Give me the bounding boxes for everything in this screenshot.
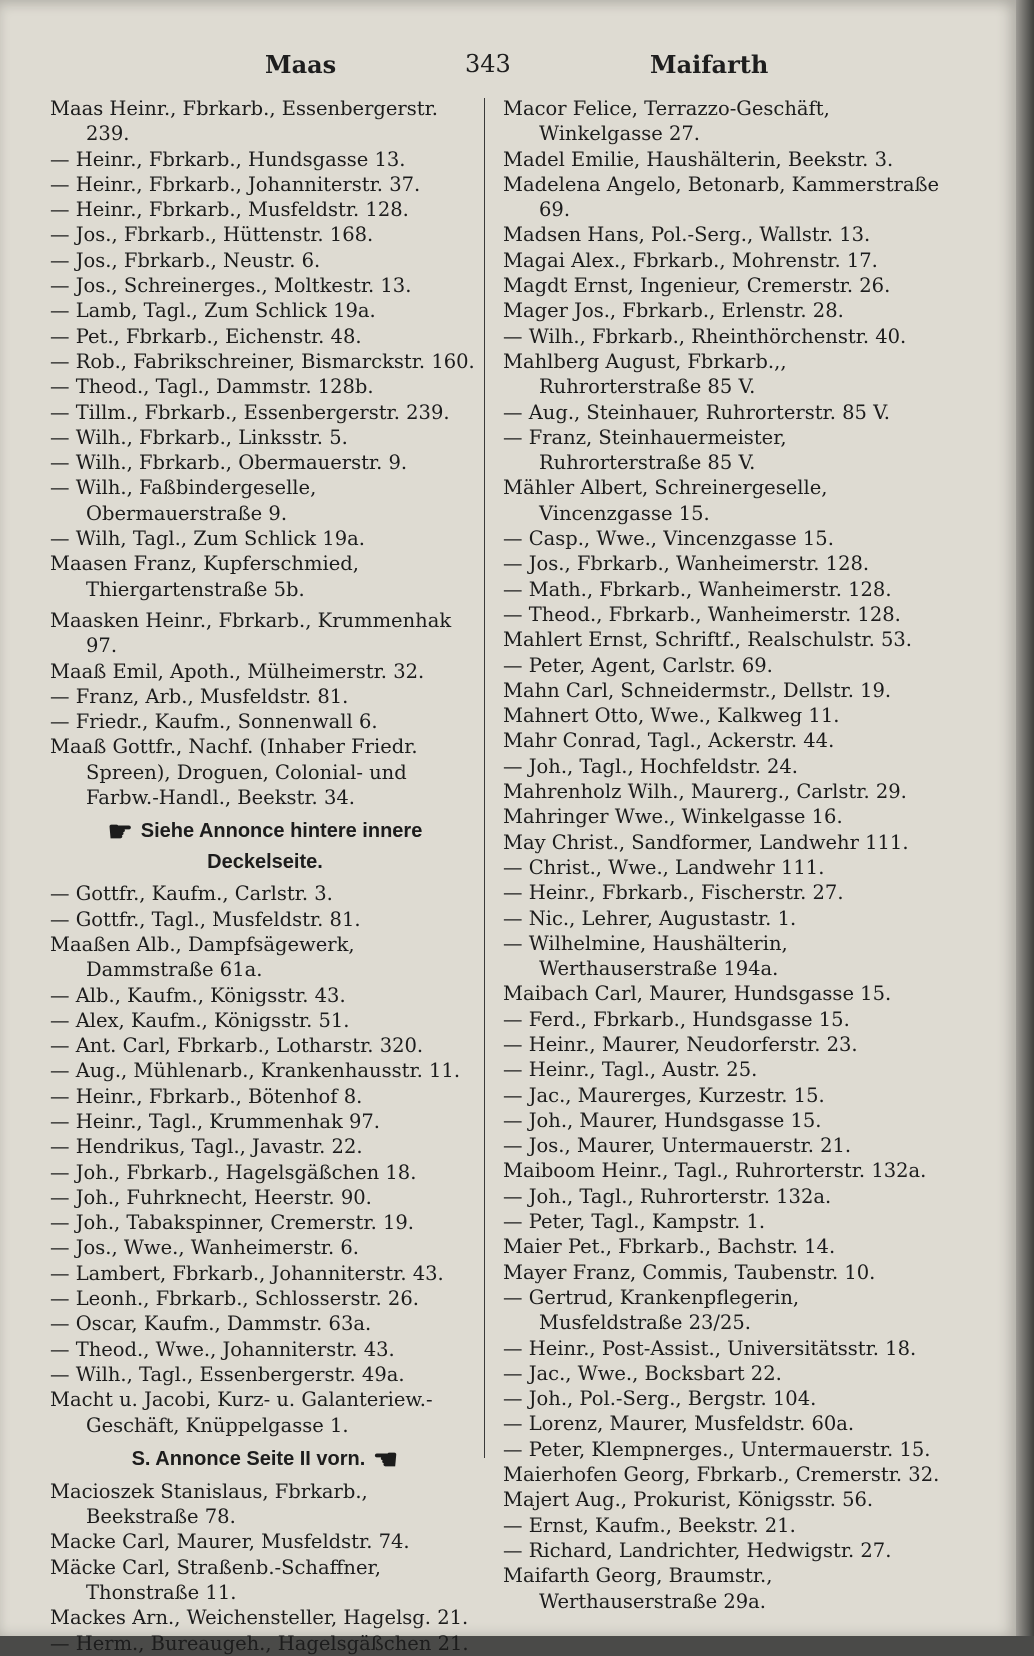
column-divider: [484, 98, 485, 1458]
directory-entry: Macioszek Stanislaus, Fbrkarb., Beekstraße 78.: [50, 1479, 368, 1529]
directory-entry: Mahlberg August, Fbrkarb.,, Ruhrorterstraße 85 V.: [503, 349, 787, 399]
directory-entry: — Peter, Agent, Carlstr. 69.: [503, 653, 773, 677]
directory-entry: — Wilh., Fbrkarb., Rheinthörchenstr. 40.: [503, 324, 907, 348]
directory-entry: Mahr Conrad, Tagl., Ackerstr. 44.: [503, 729, 835, 753]
annonce-notice-2: [50, 1444, 480, 1475]
directory-entry: — Ferd., Fbrkarb., Hundsgasse 15.: [503, 1007, 850, 1031]
directory-entry: Mahringer Wwe., Winkelgasse 16.: [503, 805, 843, 829]
directory-entry: Macor Felice, Terrazzo-Geschäft, Winkelgasse 27.: [503, 97, 830, 146]
annonce-text-2: S. Annonce Seite II vorn.: [131, 1447, 366, 1470]
directory-entry: — Joh., Tagl., Hochfeldstr. 24.: [503, 754, 798, 778]
directory-entry: Magdt Ernst, Ingenieur, Cremerstr. 26.: [503, 274, 891, 298]
left-group-3: [50, 881, 480, 1438]
directory-entry: — Heinr., Fbrkarb., Bötenhof 8.: [50, 1084, 363, 1108]
directory-entry: — Aug., Mühlenarb., Krankenhausstr. 11.: [50, 1059, 461, 1083]
directory-entry: Mahnert Otto, Wwe., Kalkweg 11.: [503, 704, 840, 728]
directory-entry: — Rob., Fabrikschreiner, Bismarckstr. 160.: [50, 349, 475, 373]
directory-entry: — Lorenz, Maurer, Musfeldstr. 60a.: [503, 1412, 855, 1436]
directory-entry: Maifarth Georg, Braumstr., Werthauserstraße 29a.: [503, 1564, 773, 1613]
directory-entry: — Heinr., Fbrkarb., Johanniterstr. 37.: [50, 172, 421, 196]
directory-entry: Majert Aug., Prokurist, Königsstr. 56.: [503, 1488, 874, 1512]
left-group-1: [50, 96, 480, 602]
directory-entry: — Jos., Maurer, Untermauerstr. 21.: [503, 1134, 852, 1158]
directory-entry: — Heinr., Fbrkarb., Fischerstr. 27.: [503, 881, 844, 905]
directory-entry: — Heinr., Post-Assist., Universitätsstr. 18.: [503, 1336, 917, 1360]
directory-entry: — Jac., Maurerges, Kurzestr. 15.: [503, 1083, 825, 1107]
directory-entry: — Joh., Tagl., Ruhrorterstr. 132a.: [503, 1184, 832, 1208]
left-group-4: [50, 1479, 480, 1656]
right-entries: [503, 96, 948, 1614]
directory-entry: Mackes Arn., Weichensteller, Hagelsg. 21.: [50, 1606, 469, 1630]
header-left-keyword: Maas: [265, 50, 337, 79]
directory-entry: Maasen Franz, Kupferschmied, Thiergartenstraße 5b.: [50, 552, 359, 601]
directory-entry: — Heinr., Fbrkarb., Musfeldstr. 128.: [50, 198, 409, 222]
directory-entry: — Franz, Steinhauermeister, Ruhrorterstraße 85 V.: [503, 425, 787, 475]
directory-entry: — Jos., Fbrkarb., Neustr. 6.: [50, 248, 321, 272]
directory-entry: — Wilh, Tagl., Zum Schlick 19a.: [50, 527, 365, 551]
directory-entry: — Alex, Kaufm., Königsstr. 51.: [50, 1008, 350, 1032]
directory-entry: Madelena Angelo, Betonarb, Kammerstraße 69.: [503, 172, 940, 222]
directory-entry: — Math., Fbrkarb., Wanheimerstr. 128.: [503, 577, 892, 601]
directory-entry: Mahn Carl, Schneidermstr., Dellstr. 19.: [503, 678, 892, 702]
annonce-notice-1: [50, 816, 480, 877]
directory-entry: — Jos., Schreinerges., Moltkestr. 13.: [50, 274, 412, 298]
directory-entry: Mayer Franz, Commis, Taubenstr. 10.: [503, 1260, 876, 1284]
directory-entry: — Heinr., Tagl., Krummenhak 97.: [50, 1109, 380, 1133]
directory-entry: — Jos., Fbrkarb., Wanheimerstr. 128.: [503, 552, 870, 576]
page-header: [50, 50, 950, 84]
directory-entry: — Pet., Fbrkarb., Eichenstr. 48.: [50, 324, 362, 348]
directory-entry: Maasken Heinr., Fbrkarb., Krummenhak 97.: [50, 608, 452, 658]
directory-entry: Maiboom Heinr., Tagl., Ruhrorterstr. 132a.: [503, 1159, 927, 1183]
directory-entry: — Gertrud, Krankenpflegerin, Musfeldstraße 23/25.: [503, 1285, 800, 1335]
directory-entry: — Theod., Fbrkarb., Wanheimerstr. 128.: [503, 602, 901, 626]
directory-entry: — Theod., Wwe., Johanniterstr. 43.: [50, 1337, 395, 1361]
directory-entry: — Wilh., Faßbindergeselle, Obermauerstraße 9.: [50, 476, 317, 525]
directory-entry: — Joh., Fbrkarb., Hagelsgäßchen 18.: [50, 1160, 417, 1184]
directory-entry: — Joh., Pol.-Serg., Bergstr. 104.: [503, 1387, 817, 1411]
directory-entry: — Wilh., Tagl., Essenbergerstr. 49a.: [50, 1362, 405, 1386]
directory-entry: Maierhofen Georg, Fbrkarb., Cremerstr. 32.: [503, 1463, 940, 1487]
directory-entry: — Wilhelmine, Haushälterin, Werthauserstraße 194a.: [503, 931, 788, 981]
annonce-text-1: Siehe Annonce hintere innere Deckelseite.: [140, 820, 423, 874]
directory-entry: — Ernst, Kaufm., Beekstr. 21.: [503, 1513, 796, 1537]
pointing-hand-icon: ☛: [107, 816, 133, 848]
directory-entry: — Gottfr., Tagl., Musfeldstr. 81.: [50, 907, 361, 931]
directory-entry: Macht u. Jacobi, Kurz- u. Galanteriew.-Geschäft, Knüppelgasse 1.: [50, 1388, 433, 1437]
directory-entry: — Jos., Fbrkarb., Hüttenstr. 168.: [50, 223, 374, 247]
directory-entry: — Jac., Wwe., Bocksbart 22.: [503, 1361, 782, 1385]
directory-entry: — Casp., Wwe., Vincenzgasse 15.: [503, 527, 834, 551]
directory-entry: Maibach Carl, Maurer, Hundsgasse 15.: [503, 982, 892, 1006]
directory-entry: Madel Emilie, Haushälterin, Beekstr. 3.: [503, 147, 894, 171]
directory-entry: — Herm., Bureaugeh., Hagelsgäßchen 21.: [50, 1631, 469, 1655]
directory-entry: — Peter, Tagl., Kampstr. 1.: [503, 1210, 766, 1234]
page-edge-shadow: [1016, 0, 1034, 1636]
directory-entry: — Richard, Landrichter, Hedwigstr. 27.: [503, 1538, 892, 1562]
directory-entry: — Leonh., Fbrkarb., Schlosserstr. 26.: [50, 1287, 419, 1311]
page-number: 343: [465, 50, 511, 78]
directory-entry: May Christ., Sandformer, Landwehr 111.: [503, 830, 909, 854]
directory-entry: Magai Alex., Fbrkarb., Mohrenstr. 17.: [503, 248, 878, 272]
directory-entry: — Wilh., Fbrkarb., Obermauerstr. 9.: [50, 451, 408, 475]
directory-entry: Maaß Gottfr., Nachf. (Inhaber Friedr. Spreen), Droguen, Colonial- und Farbw.-Handl., Beekstr. 34.: [50, 735, 418, 810]
directory-entry: — Heinr., Fbrkarb., Hundsgasse 13.: [50, 147, 406, 171]
directory-entry: — Heinr., Tagl., Austr. 25.: [503, 1058, 758, 1082]
directory-entry: — Aug., Steinhauer, Ruhrorterstr. 85 V.: [503, 400, 890, 424]
directory-entry: — Hendrikus, Tagl., Javastr. 22.: [50, 1135, 363, 1159]
left-column: [50, 96, 480, 1656]
directory-entry: — Joh., Tabakspinner, Cremerstr. 19.: [50, 1211, 414, 1235]
directory-entry: — Oscar, Kaufm., Dammstr. 63a.: [50, 1312, 372, 1336]
header-right-keyword: Maifarth: [650, 50, 769, 79]
directory-entry: — Alb., Kaufm., Königsstr. 43.: [50, 983, 346, 1007]
directory-entry: Mahlert Ernst, Schriftf., Realschulstr. 53.: [503, 628, 913, 652]
right-column: [503, 96, 948, 1614]
directory-entry: — Joh., Fuhrknecht, Heerstr. 90.: [50, 1185, 372, 1209]
directory-entry: — Tillm., Fbrkarb., Essenbergerstr. 239.: [50, 400, 450, 424]
directory-entry: Mähler Albert, Schreinergeselle, Vincenzgasse 15.: [503, 476, 828, 525]
pointing-hand-icon: ☛: [373, 1443, 399, 1475]
directory-entry: — Jos., Wwe., Wanheimerstr. 6.: [50, 1236, 359, 1260]
directory-entry: Maas Heinr., Fbrkarb., Essenbergerstr. 239.: [50, 97, 438, 146]
directory-entry: Madsen Hans, Pol.-Serg., Wallstr. 13.: [503, 223, 871, 247]
directory-entry: — Gottfr., Kaufm., Carlstr. 3.: [50, 882, 333, 906]
directory-entry: Mäcke Carl, Straßenb.-Schaffner, Thonstraße 11.: [50, 1555, 381, 1605]
directory-entry: — Lambert, Fbrkarb., Johanniterstr. 43.: [50, 1261, 444, 1285]
directory-entry: — Theod., Tagl., Dammstr. 128b.: [50, 375, 374, 399]
directory-entry: — Lamb, Tagl., Zum Schlick 19a.: [50, 299, 376, 323]
directory-entry: Maaßen Alb., Dampfsägewerk, Dammstraße 61a.: [50, 932, 355, 982]
directory-entry: — Nic., Lehrer, Augustastr. 1.: [503, 906, 797, 930]
directory-entry: — Joh., Maurer, Hundsgasse 15.: [503, 1108, 822, 1132]
directory-entry: — Peter, Klempnerges., Untermauerstr. 15.: [503, 1437, 931, 1461]
directory-entry: — Wilh., Fbrkarb., Linksstr. 5.: [50, 425, 348, 449]
directory-entry: Maaß Emil, Apoth., Mülheimerstr. 32.: [50, 659, 425, 683]
directory-entry: — Christ., Wwe., Landwehr 111.: [503, 855, 825, 879]
directory-entry: Mager Jos., Fbrkarb., Erlenstr. 28.: [503, 299, 844, 323]
directory-entry: — Heinr., Maurer, Neudorferstr. 23.: [503, 1032, 858, 1056]
directory-entry: Maier Pet., Fbrkarb., Bachstr. 14.: [503, 1235, 836, 1259]
directory-entry: Macke Carl, Maurer, Musfeldstr. 74.: [50, 1530, 410, 1554]
left-group-2: [50, 608, 480, 810]
directory-entry: — Franz, Arb., Musfeldstr. 81.: [50, 684, 349, 708]
directory-entry: Mahrenholz Wilh., Maurerg., Carlstr. 29.: [503, 780, 907, 804]
directory-entry: — Ant. Carl, Fbrkarb., Lotharstr. 320.: [50, 1034, 424, 1058]
directory-entry: — Friedr., Kaufm., Sonnenwall 6.: [50, 710, 378, 734]
